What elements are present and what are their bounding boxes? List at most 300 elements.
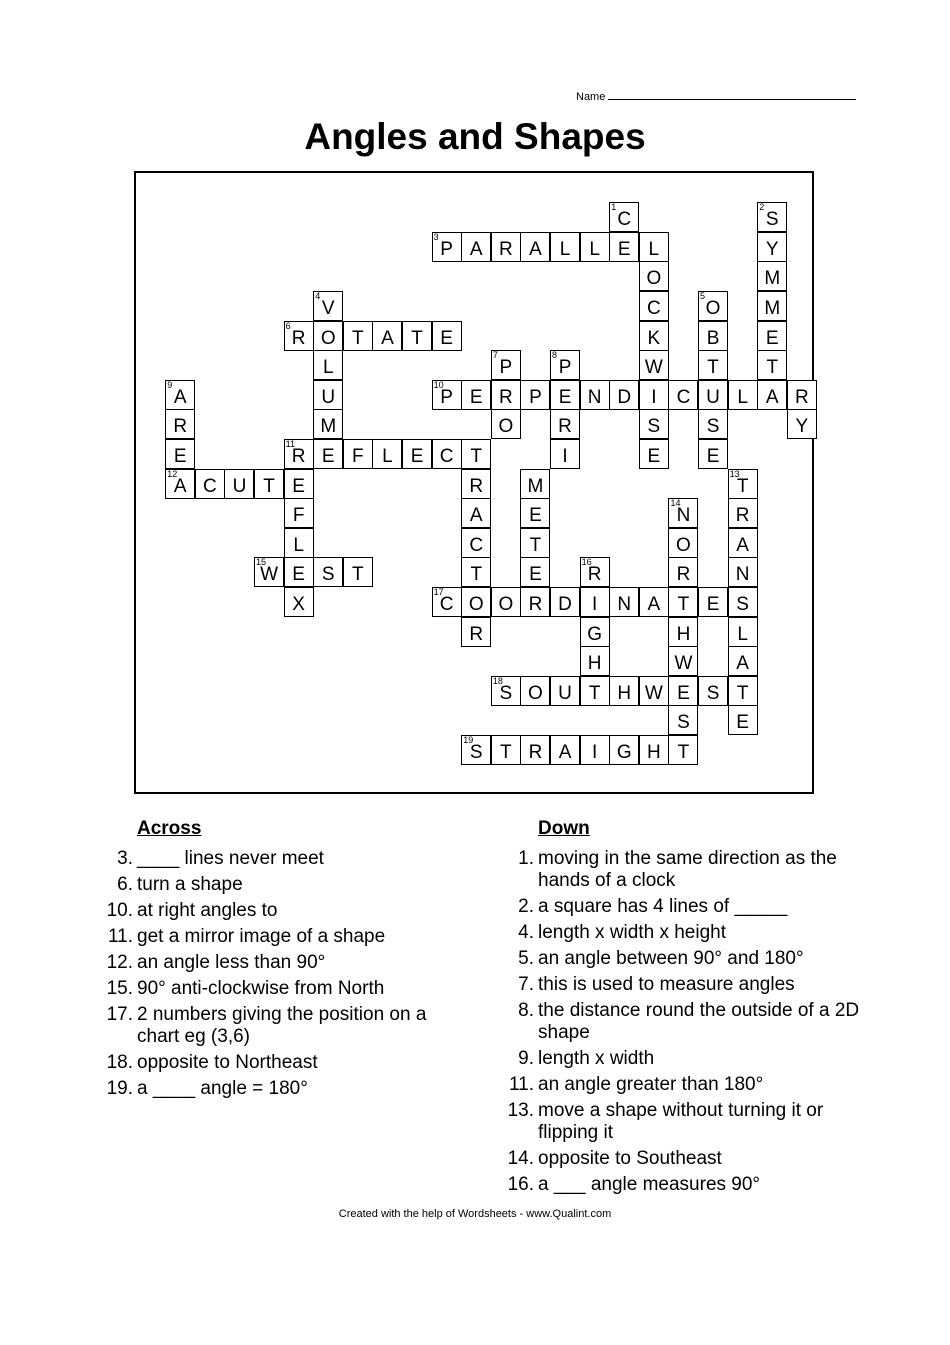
cell-letter: C [439,446,454,468]
crossword-cell[interactable] [787,409,817,439]
clue-item-number: 3. [117,848,133,869]
cell-letter: D [558,594,572,616]
name-field[interactable] [576,90,856,103]
cell-letter: Y [795,416,809,438]
across-clues [106,818,467,1104]
cell-letter: P [499,357,513,379]
clue-number: 17 [433,587,444,598]
cell-letter: T [500,742,512,764]
cell-letter: L [737,623,748,645]
crossword-cell[interactable] [432,232,462,262]
clue-item [106,900,467,922]
clue-item-text: get a mirror image of a shape [137,926,386,947]
crossword-cell[interactable] [195,469,225,499]
crossword-cell[interactable] [520,587,550,617]
crossword-cell[interactable] [668,617,698,647]
clue-number: 15 [256,557,267,568]
crossword-cell[interactable] [757,350,787,380]
crossword-cell[interactable] [639,321,669,351]
clue-item-text: a ___ angle measures 90° [538,1174,761,1195]
cell-letter: S [647,416,661,438]
clue-item-text: a square has 4 lines of _____ [538,896,788,917]
crossword-cell[interactable] [313,291,343,321]
crossword-cell[interactable] [520,676,550,706]
cell-letter: T [470,446,483,468]
cell-letter: D [617,386,632,408]
crossword-cell[interactable] [639,232,669,262]
crossword-cell[interactable] [580,380,610,410]
cell-letter: O [498,594,514,616]
across-heading: Across [137,818,202,839]
crossword-cell[interactable] [432,587,462,617]
cell-letter: S [765,209,779,231]
cell-letter: P [440,238,453,260]
cell-letter: T [411,327,423,349]
cell-letter: A [736,653,749,675]
crossword-cell[interactable] [639,735,669,765]
crossword-cell[interactable] [728,557,758,587]
clue-item [106,1004,467,1048]
crossword-cell[interactable] [550,676,580,706]
clue-item-number: 5. [518,948,534,969]
crossword-cell[interactable] [313,439,343,469]
cell-letter: E [558,386,572,408]
crossword-cell[interactable] [284,439,314,469]
cell-letter: E [292,475,305,497]
crossword-cell[interactable] [165,469,195,499]
crossword-cell[interactable] [491,587,521,617]
crossword-cell[interactable] [698,321,728,351]
crossword-cell[interactable] [639,587,669,617]
cell-letter: T [736,475,749,497]
cell-letter: E [706,446,720,468]
cell-letter: O [320,327,336,349]
crossword-cell[interactable] [165,380,195,410]
clue-item [518,1048,868,1070]
clue-item-number: 4. [518,922,534,943]
crossword-cell[interactable] [254,557,284,587]
cell-letter: U [706,386,720,408]
cell-letter: A [469,238,483,260]
crossword-cell[interactable] [728,705,758,735]
crossword-cell[interactable] [728,469,758,499]
cell-letter: S [499,682,513,704]
cell-letter: R [735,505,750,527]
crossword-cell[interactable] [491,735,521,765]
cell-letter: E [440,327,453,349]
cell-letter: E [321,446,335,468]
crossword-cell[interactable] [461,557,491,587]
clue-number: 13 [729,468,740,479]
crossword-cell[interactable] [787,380,817,410]
crossword-frame [134,171,814,794]
clue-item-number: 11. [107,926,133,947]
crossword-cell[interactable] [639,261,669,291]
crossword-cell[interactable] [520,557,550,587]
crossword-cell[interactable] [728,380,758,410]
crossword-cell[interactable] [461,439,491,469]
clue-item-number: 2. [518,896,534,917]
cell-letter: W [674,653,693,675]
clue-number: 3 [433,231,439,242]
crossword-cell[interactable] [580,232,610,262]
crossword-cell[interactable] [520,735,550,765]
cell-letter: T [588,682,601,704]
crossword-cell[interactable] [461,735,491,765]
clue-item-text: opposite to Northeast [137,1052,318,1073]
cell-letter: R [469,475,484,497]
clue-item [518,896,868,918]
cell-letter: H [617,682,632,704]
crossword-cell[interactable] [284,528,314,558]
cell-letter: W [644,357,663,379]
cell-letter: T [677,594,690,616]
cell-letter: T [736,682,749,704]
cell-letter: I [562,446,568,468]
crossword-cell[interactable] [698,350,728,380]
crossword-cell[interactable] [668,705,698,735]
cell-letter: E [410,446,424,468]
crossword-cell[interactable] [757,291,787,321]
cell-letter: H [646,742,661,764]
crossword-cell[interactable] [550,380,580,410]
crossword-cell[interactable] [165,439,195,469]
crossword-cell[interactable] [313,350,343,380]
cell-letter: F [292,505,305,527]
crossword-cell[interactable] [668,380,698,410]
cell-letter: L [293,534,304,556]
clue-number: 11 [285,439,295,450]
cell-letter: U [232,475,247,497]
clue-number: 12 [167,468,178,479]
crossword-cell[interactable] [580,646,610,676]
cell-letter: T [352,564,364,586]
crossword-cell[interactable] [609,202,639,232]
clue-item-number: 7. [518,974,534,995]
crossword-cell[interactable] [668,646,698,676]
name-blank-line[interactable] [608,90,856,100]
cell-letter: A [529,238,542,260]
crossword-cell[interactable] [757,380,787,410]
clue-item [518,1000,868,1044]
crossword-cell[interactable] [491,409,521,439]
clue-item-text: the distance round the outside of a 2D shape [538,1000,860,1043]
cell-letter: U [558,682,572,704]
cell-letter: R [173,416,188,438]
cell-letter: E [529,564,542,586]
clue-item-text: an angle less than 90° [137,952,326,973]
crossword-cell[interactable] [550,587,580,617]
crossword-cell[interactable] [698,291,728,321]
clue-item [106,978,467,1000]
clue-item-text: at right angles to [137,900,278,921]
crossword-cell[interactable] [432,321,462,351]
crossword-cell[interactable] [343,557,373,587]
crossword-cell[interactable] [668,735,698,765]
crossword-cell[interactable] [757,202,787,232]
crossword-cell[interactable] [313,409,343,439]
clue-item [518,848,868,892]
clue-item [518,948,868,970]
crossword-cell[interactable] [372,439,402,469]
crossword-cell[interactable] [520,498,550,528]
crossword-cell[interactable] [284,557,314,587]
crossword-cell[interactable] [284,587,314,617]
crossword-cell[interactable] [698,587,728,617]
cell-letter: N [587,386,602,408]
crossword-cell[interactable] [432,439,462,469]
crossword-cell[interactable] [609,735,639,765]
clue-item [507,1174,868,1196]
clue-item-number: 18. [106,1052,133,1073]
crossword-cell[interactable] [491,676,521,706]
crossword-cell[interactable] [668,557,698,587]
clue-number: 6 [285,320,291,331]
crossword-cell[interactable] [550,232,580,262]
cell-letter: T [470,564,483,586]
crossword-cell[interactable] [698,439,728,469]
clue-item-number: 11. [508,1074,534,1095]
crossword-cell[interactable] [668,498,698,528]
cell-letter: T [766,357,779,379]
cell-letter: E [736,712,749,734]
crossword-cell[interactable] [343,439,373,469]
crossword-cell[interactable] [461,617,491,647]
cell-letter: C [646,298,661,320]
clue-item-text: moving in the same direction as the hands of a clock [538,848,837,891]
cell-letter: R [469,623,484,645]
clue-item-text: turn a shape [137,874,243,895]
crossword-cell[interactable] [580,557,610,587]
crossword-cell[interactable] [639,380,669,410]
crossword-cell[interactable] [550,735,580,765]
crossword-cell[interactable] [284,321,314,351]
crossword-cell[interactable] [520,528,550,558]
cell-letter: O [676,534,691,556]
cell-letter: N [676,505,691,527]
crossword-cell[interactable] [372,321,402,351]
cell-letter: E [173,446,187,468]
cell-letter: G [587,623,603,645]
clue-item-number: 16. [507,1174,534,1195]
cell-letter: S [321,564,335,586]
crossword-cell[interactable] [313,321,343,351]
clue-item [507,1148,868,1170]
crossword-cell[interactable] [639,350,669,380]
cell-letter: L [322,357,334,379]
clue-item [117,874,467,896]
crossword-cell[interactable] [668,676,698,706]
cell-letter: W [260,564,279,586]
cell-letter: S [469,742,483,764]
cell-letter: L [737,386,748,408]
crossword-cell[interactable] [520,380,550,410]
clue-number: 19 [463,735,474,746]
clue-item [508,1074,868,1096]
crossword-cell[interactable] [639,291,669,321]
cell-letter: O [705,298,721,320]
crossword-cell[interactable] [461,469,491,499]
crossword-cell[interactable] [668,528,698,558]
cell-letter: A [469,505,483,527]
crossword-cell[interactable] [698,676,728,706]
crossword-cell[interactable] [461,380,491,410]
crossword-cell[interactable] [550,439,580,469]
crossword-cell[interactable] [550,409,580,439]
crossword-cell[interactable] [580,676,610,706]
clue-item [106,952,467,974]
crossword-cell[interactable] [402,439,432,469]
clue-number: 5 [700,291,706,302]
clue-item-text: this is used to measure angles [538,974,795,995]
crossword-cell[interactable] [224,469,254,499]
name-label: Name [576,91,606,103]
clue-item-text: length x width x height [538,922,727,943]
crossword-cell[interactable] [728,676,758,706]
cell-letter: E [765,327,779,349]
clue-item-number: 13. [507,1100,534,1121]
crossword-cell[interactable] [668,587,698,617]
clue-item [518,974,868,996]
clue-item-text: ____ lines never meet [137,848,324,869]
cell-letter: M [764,298,781,320]
crossword-cell[interactable] [254,469,284,499]
crossword-cell[interactable] [432,380,462,410]
cell-letter: R [528,742,543,764]
crossword-cell[interactable] [728,498,758,528]
crossword-cell[interactable] [284,498,314,528]
clue-number: 2 [759,202,765,213]
crossword-cell[interactable] [580,587,610,617]
cell-letter: I [651,386,657,408]
crossword-cell[interactable] [343,321,373,351]
clue-item-number: 1. [518,848,534,869]
crossword-cell[interactable] [491,350,521,380]
clue-item [117,848,467,870]
cell-letter: P [558,357,572,379]
crossword-cell[interactable] [609,587,639,617]
crossword-cell[interactable] [698,409,728,439]
cell-letter: L [559,238,571,260]
cell-letter: L [589,238,600,260]
crossword-cell[interactable] [698,380,728,410]
crossword-cell[interactable] [520,232,550,262]
clue-item-number: 12. [106,952,133,973]
clue-item-number: 6. [117,874,133,895]
crossword-cell[interactable] [461,528,491,558]
clue-item [107,926,467,948]
cell-letter: E [292,564,305,586]
crossword-cell[interactable] [757,232,787,262]
clue-number: 18 [492,675,503,686]
crossword-cell[interactable] [728,587,758,617]
cell-letter: H [676,623,691,645]
crossword-cell[interactable] [580,735,610,765]
crossword-cell[interactable] [284,469,314,499]
crossword-cell[interactable] [639,439,669,469]
crossword-cell[interactable] [313,557,343,587]
clue-item-text: an angle greater than 180° [538,1074,764,1095]
clue-item-text: 90° anti-clockwise from North [137,978,385,999]
crossword-cell[interactable] [520,469,550,499]
cell-letter: C [676,386,691,408]
crossword-cell[interactable] [461,498,491,528]
clue-item-text: 2 numbers giving the position on a chart eg (3,6) [137,1004,427,1047]
clue-item-number: 9. [518,1048,534,1069]
clue-item-number: 19. [106,1078,133,1099]
cell-letter: N [735,564,750,586]
crossword-cell[interactable] [461,232,491,262]
cell-letter: R [498,238,513,260]
clue-item-text: move a shape without turning it or flipping it [538,1100,824,1143]
cell-letter: L [648,238,660,260]
crossword-cell[interactable] [580,617,610,647]
crossword-cell[interactable] [728,528,758,558]
crossword-cell[interactable] [313,380,343,410]
cell-letter: T [677,742,690,764]
cell-letter: E [706,594,720,616]
crossword-cell[interactable] [639,409,669,439]
clue-item-number: 8. [518,1000,534,1021]
cell-letter: A [381,327,394,349]
cell-letter: X [292,594,305,616]
cell-letter: S [706,416,720,438]
cell-letter: R [794,386,809,408]
cell-letter: I [592,594,598,616]
crossword-cell[interactable] [757,261,787,291]
crossword-cell[interactable] [609,676,639,706]
down-list [507,848,868,1196]
cell-letter: I [592,742,598,764]
crossword-cell[interactable] [757,321,787,351]
crossword-cell[interactable] [609,232,639,262]
crossword-cell[interactable] [402,321,432,351]
cell-letter: C [617,209,632,231]
cell-letter: R [587,564,602,586]
crossword-cell[interactable] [728,646,758,676]
cell-letter: C [439,594,454,616]
cell-letter: A [647,594,661,616]
cell-letter: A [558,742,572,764]
down-clues [507,818,868,1200]
cell-letter: P [440,386,453,408]
clue-number: 7 [492,350,498,361]
crossword-cell[interactable] [639,676,669,706]
cell-letter: R [676,564,691,586]
cell-letter: E [647,446,661,468]
crossword-cell[interactable] [609,380,639,410]
crossword-cell[interactable] [165,409,195,439]
crossword-cell[interactable] [728,617,758,647]
clue-item-number: 14. [507,1148,534,1169]
crossword-cell[interactable] [550,350,580,380]
cell-letter: L [382,446,393,468]
cell-letter: T [707,357,719,379]
cell-letter: A [173,475,187,497]
crossword-cell[interactable] [491,232,521,262]
cell-letter: R [498,386,513,408]
cell-letter: O [498,416,514,438]
clue-item-text: opposite to Southeast [538,1148,722,1169]
cell-letter: M [320,416,337,438]
footer-credit: Created with the help of Wordsheets - www.Qualint.com [338,1208,612,1220]
crossword-cell[interactable] [491,380,521,410]
crossword-cell[interactable] [461,587,491,617]
down-heading: Down [538,818,590,839]
across-list [106,848,467,1100]
cell-letter: E [677,682,690,704]
clue-number: 14 [670,498,681,509]
